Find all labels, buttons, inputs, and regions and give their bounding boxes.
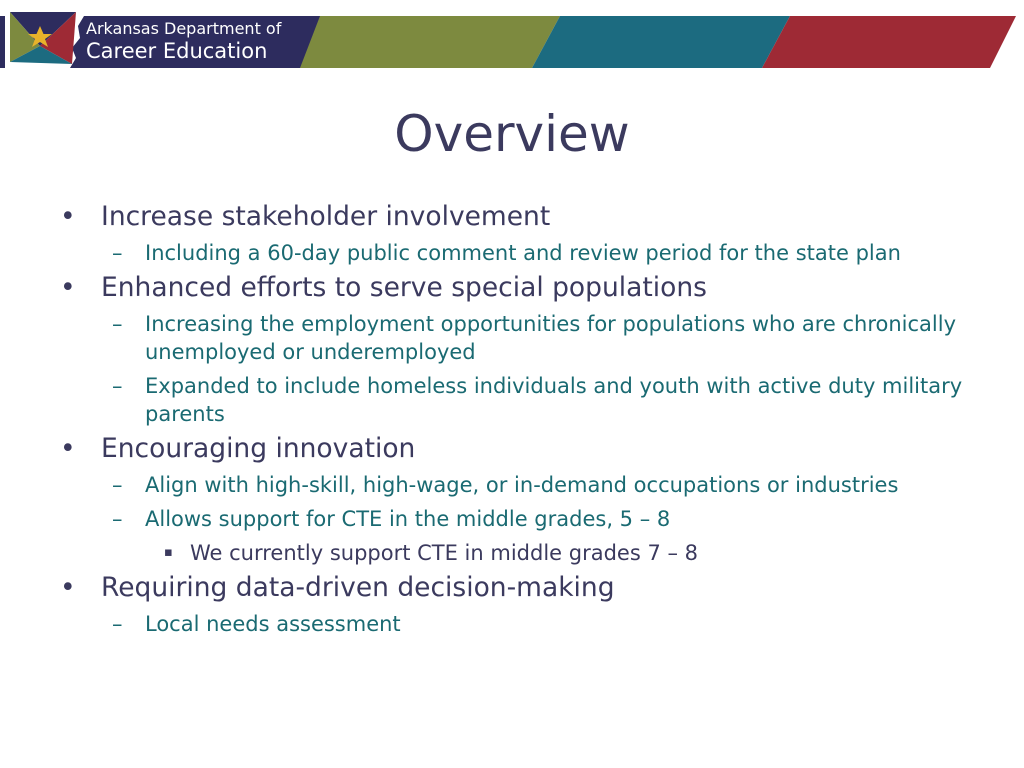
- bullet-item: [60, 271, 980, 304]
- sub-bullet-item: [60, 505, 980, 533]
- sub-bullet-text: Including a 60-day public comment and review period for the state plan: [145, 241, 901, 265]
- slide-title: Overview: [394, 105, 630, 163]
- bullet-marker: •: [60, 433, 76, 464]
- dash-marker: –: [112, 507, 123, 531]
- bullet-marker: •: [60, 572, 76, 603]
- bullet-list: [60, 196, 980, 638]
- sub-bullet-text: Allows support for CTE in the middle grades, 5 – 8: [145, 507, 671, 531]
- sub-bullet-item: [60, 471, 980, 499]
- red-stripe: [762, 16, 1016, 68]
- bullet-text: Enhanced efforts to serve special populations: [101, 272, 707, 303]
- bullet-text: Encouraging innovation: [101, 433, 416, 464]
- dash-marker: –: [112, 241, 123, 265]
- dash-marker: –: [112, 312, 123, 336]
- sub-sub-bullet-item: [60, 539, 980, 567]
- arkansas-logo-icon: [5, 7, 84, 68]
- sub-bullet-item: [60, 372, 980, 428]
- sub-bullet-text: Increasing the employment opportunities for populations who are chronically unemployed or underemployed: [145, 312, 957, 364]
- sub-bullet-item: [60, 239, 980, 267]
- sub-bullet-item: [60, 610, 980, 638]
- sub-bullet-text: Align with high-skill, high-wage, or in-demand occupations or industries: [145, 473, 899, 497]
- sub-bullet-text: Expanded to include homeless individuals and youth with active duty military parents: [145, 374, 963, 426]
- bullet-marker: •: [60, 201, 76, 232]
- sub-bullet-item: [60, 310, 980, 366]
- bullet-item: [60, 432, 980, 465]
- logo-line-1: Arkansas Department of: [86, 19, 282, 38]
- olive-stripe: [300, 16, 560, 68]
- logo-line-2: Career Education: [86, 39, 268, 63]
- dash-marker: –: [112, 473, 123, 497]
- logo-text: [86, 20, 281, 64]
- square-bullet-icon: ▪: [164, 545, 173, 560]
- bullet-marker: •: [60, 272, 76, 303]
- bullet-text: Requiring data-driven decision-making: [101, 572, 615, 603]
- sub-bullet-text: Local needs assessment: [145, 612, 401, 636]
- header-banner: [0, 0, 1024, 80]
- teal-stripe: [532, 16, 790, 68]
- bullet-text: Increase stakeholder involvement: [101, 201, 551, 232]
- sub-sub-bullet-text: We currently support CTE in middle grades 7 – 8: [190, 541, 699, 565]
- bullet-item: [60, 571, 980, 604]
- dash-marker: –: [112, 612, 123, 636]
- dash-marker: –: [112, 374, 123, 398]
- bullet-item: [60, 200, 980, 233]
